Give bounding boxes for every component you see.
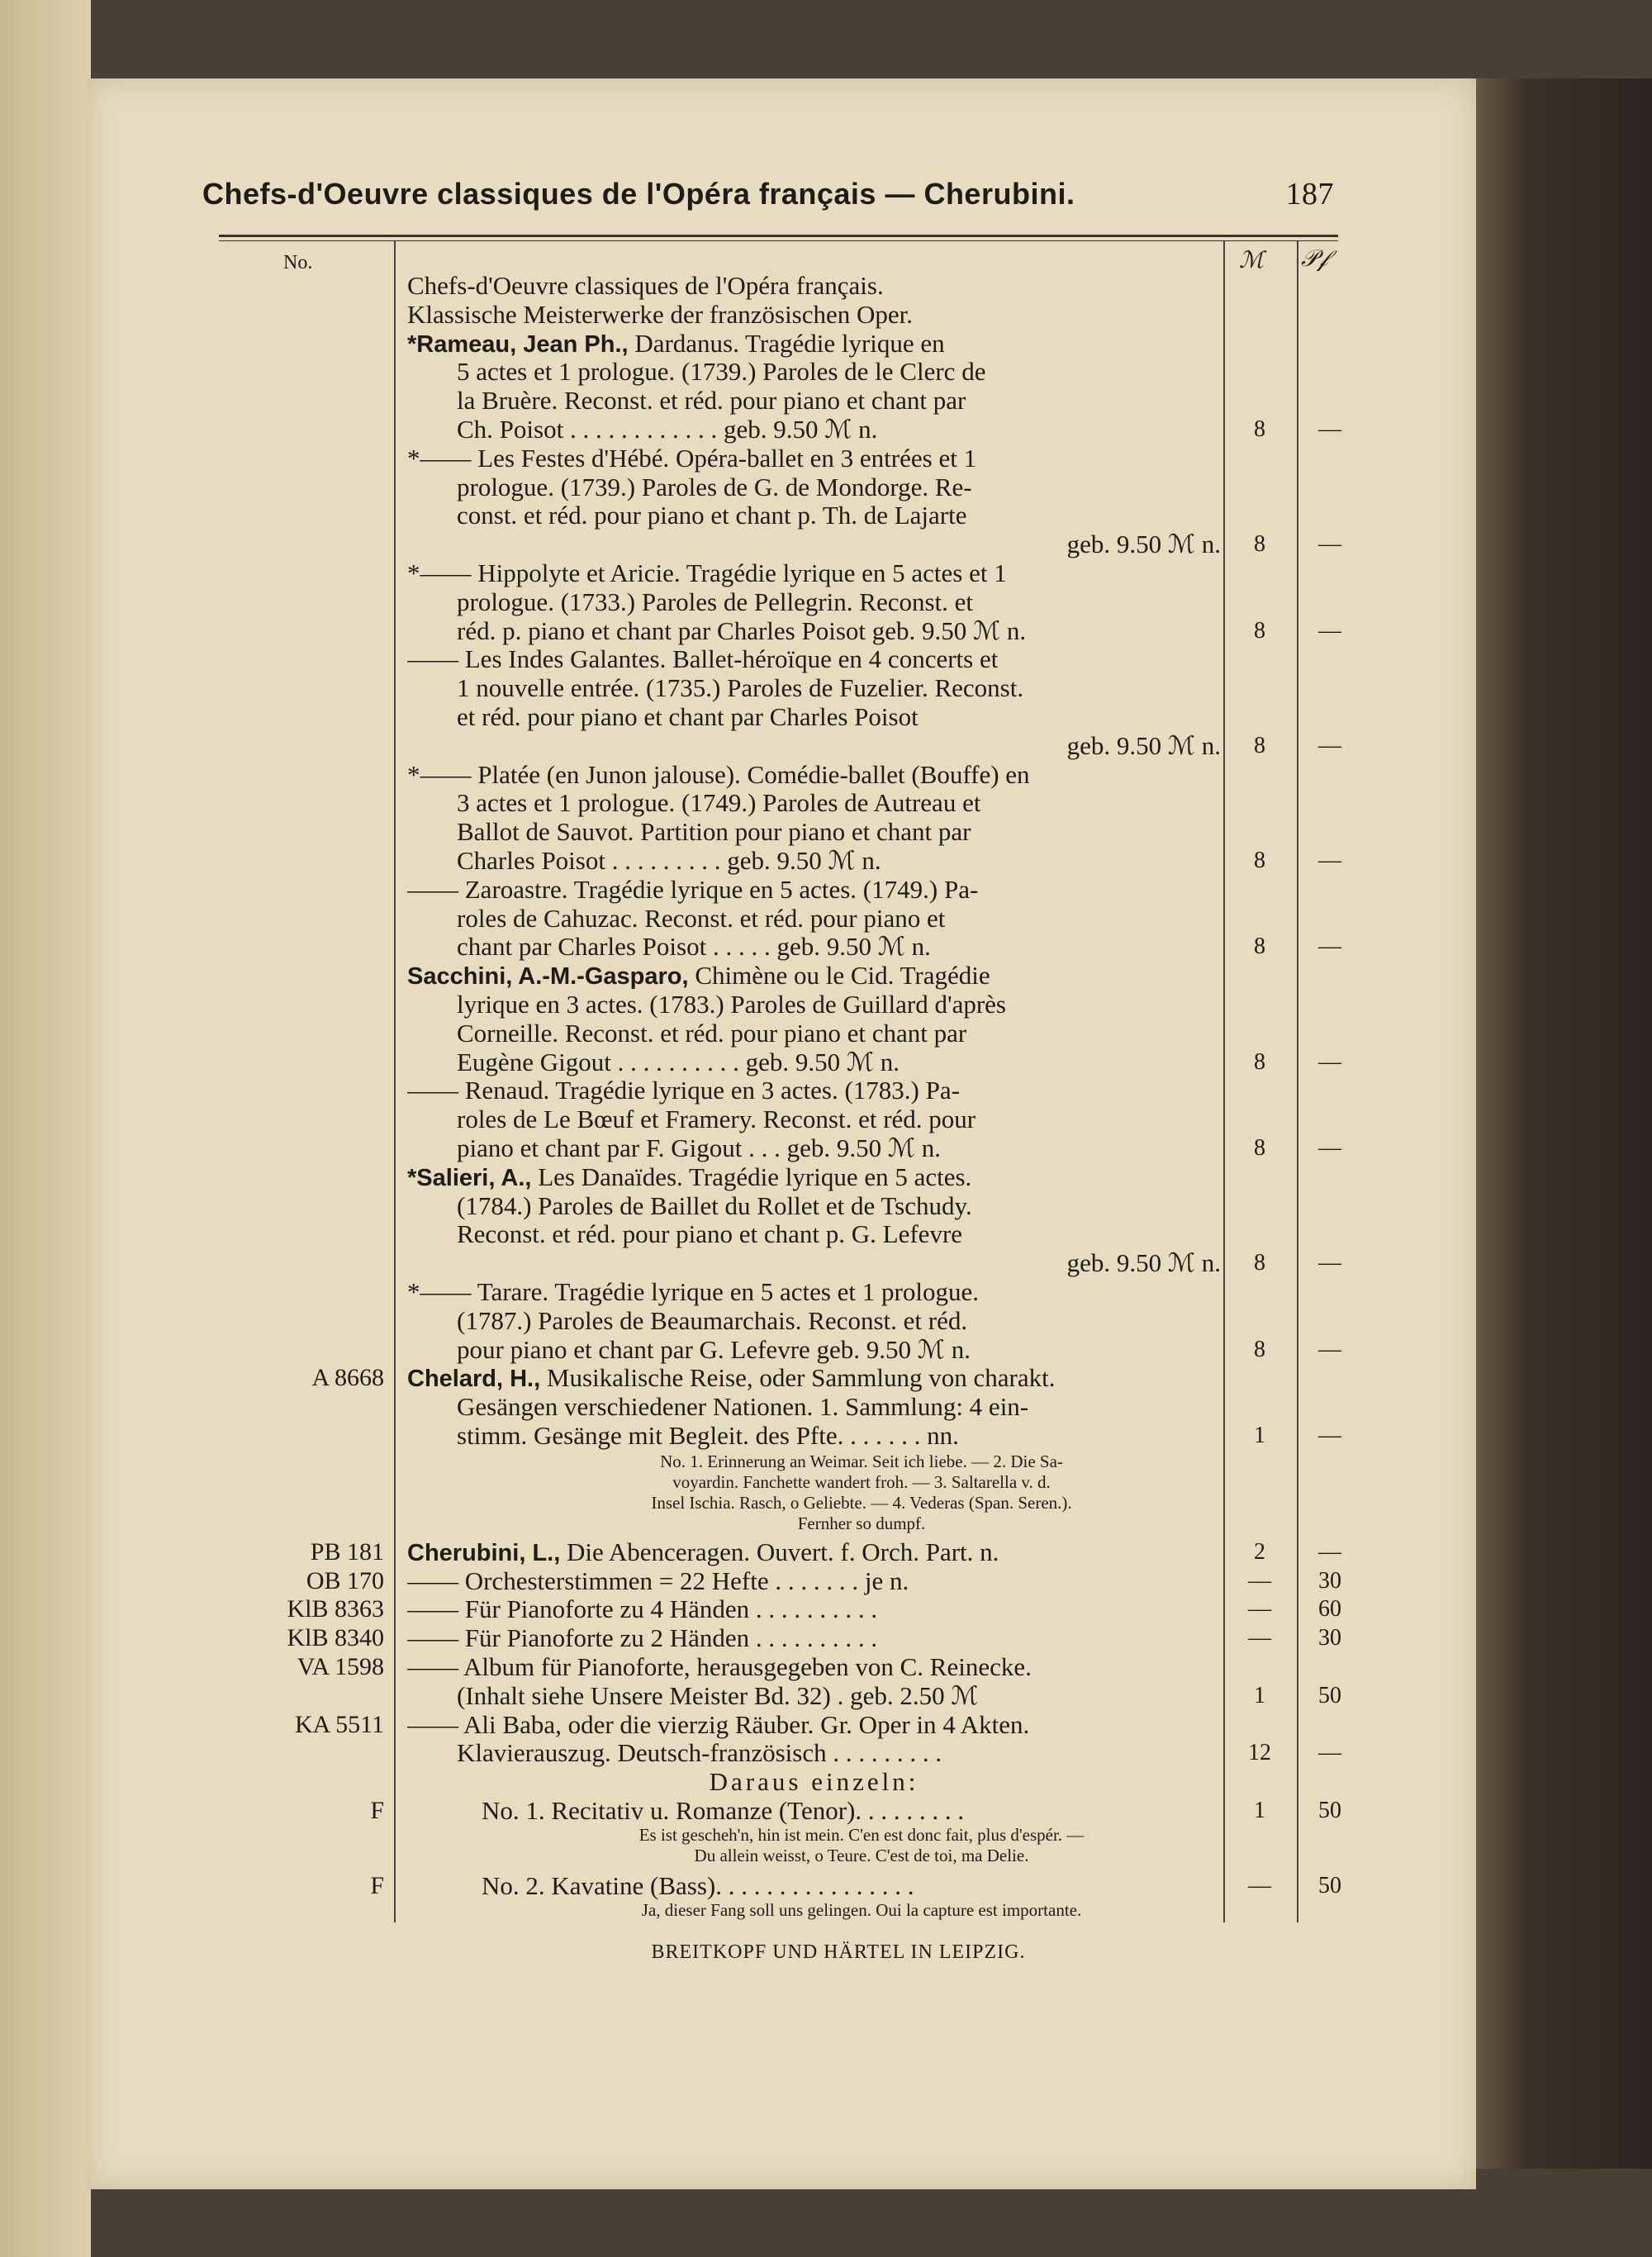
price-pfennig bbox=[1297, 1277, 1363, 1307]
price-pfennig bbox=[1297, 1219, 1363, 1249]
entry-text: *—— Les Festes d'Hébé. Opéra-ballet en 3 entrées et 1 bbox=[407, 443, 977, 473]
price-pfennig: — bbox=[1318, 1250, 1341, 1276]
price-mark bbox=[1223, 473, 1296, 502]
price-pfennig: — bbox=[1318, 617, 1341, 644]
catalog-number bbox=[219, 1681, 384, 1711]
price-pfennig: — bbox=[1318, 732, 1341, 758]
price-mark bbox=[1223, 990, 1296, 1019]
price-mark bbox=[1223, 444, 1296, 473]
entry-text: —— Renaud. Tragédie lyrique en 3 actes. (1783.) Pa- bbox=[407, 1076, 960, 1105]
price-mark: — bbox=[1248, 1625, 1271, 1651]
price-pfennig bbox=[1297, 788, 1363, 818]
entry-line bbox=[219, 444, 1363, 473]
price-mark: 8 bbox=[1254, 1336, 1265, 1362]
entry-line bbox=[219, 760, 1363, 790]
price-pfennig: — bbox=[1318, 531, 1341, 558]
entry-line bbox=[219, 1048, 1363, 1077]
catalog-number bbox=[219, 875, 384, 905]
entry-text: (1787.) Paroles de Beaumarchais. Reconst. et réd. bbox=[457, 1305, 968, 1335]
price-mark bbox=[1223, 1019, 1296, 1048]
price-pfennig: 50 bbox=[1318, 1872, 1341, 1898]
price-mark bbox=[1223, 501, 1296, 530]
price-pfennig bbox=[1297, 1767, 1363, 1797]
price-pfennig bbox=[1297, 300, 1363, 330]
price-pfennig bbox=[1297, 1363, 1363, 1393]
catalog-number bbox=[219, 501, 384, 530]
entry-text: Ch. Poisot . . . . . . . . . . . . geb. 9.50 ℳ n. bbox=[457, 415, 878, 444]
price-mark bbox=[1223, 558, 1296, 588]
price-pfennig bbox=[1297, 1652, 1363, 1682]
catalog-number bbox=[219, 1191, 384, 1221]
price-pfennig bbox=[1297, 271, 1363, 301]
entry-line bbox=[219, 1767, 1363, 1797]
price-mark: — bbox=[1248, 1567, 1271, 1594]
catalog-number bbox=[219, 788, 384, 818]
entry-text: Sacchini, A.-M.-Gasparo, Chimène ou le Cid. Tragédie bbox=[407, 961, 990, 991]
price-pfennig bbox=[1297, 1710, 1363, 1740]
catalog-number bbox=[219, 1048, 384, 1077]
price-pfennig bbox=[1297, 1392, 1363, 1422]
catalog-number bbox=[219, 702, 384, 732]
price-mark bbox=[1223, 587, 1296, 617]
catalog-number: F bbox=[370, 1871, 384, 1899]
catalog-number bbox=[219, 1162, 384, 1192]
catalog-number: F bbox=[370, 1797, 384, 1824]
price-pfennig bbox=[1297, 501, 1363, 530]
entry-line bbox=[219, 1019, 1363, 1048]
catalog-number bbox=[219, 1277, 384, 1307]
price-mark: 8 bbox=[1254, 732, 1265, 758]
catalog-number: KA 5511 bbox=[294, 1710, 384, 1738]
entry-text: Ballot de Sauvot. Partition pour piano et chant par bbox=[457, 817, 971, 847]
price-pfennig: — bbox=[1318, 1048, 1341, 1075]
page-number: 187 bbox=[1285, 177, 1334, 211]
entry-text: 3 actes et 1 prologue. (1749.) Paroles de Autreau et bbox=[457, 788, 981, 818]
entry-line bbox=[219, 990, 1363, 1019]
note-text: Du allein weisst, o Teure. C'est de toi, ma Delie. bbox=[694, 1845, 1029, 1865]
entry-line bbox=[219, 1871, 1363, 1901]
price-mark bbox=[1223, 1710, 1296, 1740]
running-title: Chefs-d'Oeuvre classiques de l'Opéra français — Cherubini. bbox=[202, 177, 1075, 211]
price-mark: 1 bbox=[1254, 1682, 1265, 1708]
entry-line bbox=[219, 329, 1363, 359]
entry-line bbox=[219, 961, 1363, 991]
catalog-number: A 8668 bbox=[311, 1364, 384, 1392]
entry-line bbox=[219, 1681, 1363, 1711]
catalog-number bbox=[219, 1335, 384, 1365]
entry-text: (1784.) Paroles de Baillet du Rollet et de Tschudy. bbox=[457, 1190, 972, 1220]
catalog-number bbox=[219, 932, 384, 962]
entry-text: geb. 9.50 ℳ n. bbox=[1066, 530, 1221, 559]
entry-text: lyrique en 3 actes. (1783.) Paroles de Guillard d'après bbox=[457, 990, 1006, 1019]
entry-text: —— Orchesterstimmen = 22 Hefte . . . . . . . je n. bbox=[407, 1566, 909, 1595]
price-pfennig bbox=[1297, 473, 1363, 502]
price-pfennig bbox=[1297, 558, 1363, 588]
entry-line bbox=[219, 1738, 1363, 1768]
price-mark: — bbox=[1248, 1596, 1271, 1623]
price-mark bbox=[1223, 271, 1296, 301]
entry-note-line bbox=[219, 1825, 1363, 1845]
price-mark bbox=[1223, 1076, 1296, 1105]
catalog-number bbox=[219, 357, 384, 387]
price-pfennig: 50 bbox=[1318, 1798, 1341, 1823]
column-header-mark: ℳ bbox=[1239, 248, 1264, 273]
entry-text: roles de Cahuzac. Reconst. et réd. pour piano et bbox=[457, 903, 946, 933]
entry-line bbox=[219, 616, 1363, 646]
entry-line bbox=[219, 1710, 1363, 1740]
entry-text: 5 actes et 1 prologue. (1739.) Paroles de le Clerc de bbox=[457, 357, 986, 387]
catalog-number bbox=[219, 990, 384, 1019]
note-text: Insel Ischia. Rasch, o Geliebte. — 4. Vederas (Span. Seren.). bbox=[651, 1492, 1072, 1513]
catalog-number bbox=[219, 1767, 384, 1797]
entry-note-line bbox=[219, 1493, 1363, 1513]
price-pfennig bbox=[1297, 961, 1363, 991]
entry-text: geb. 9.50 ℳ n. bbox=[1066, 730, 1221, 760]
catalog-number: OB 170 bbox=[306, 1566, 384, 1594]
price-pfennig bbox=[1297, 1076, 1363, 1105]
entry-text: Chelard, H., Musikalische Reise, oder Sammlung von charakt. bbox=[407, 1363, 1056, 1393]
entry-text: 1 nouvelle entrée. (1735.) Paroles de Fuzelier. Reconst. bbox=[457, 673, 1024, 703]
catalog-number bbox=[219, 1421, 384, 1451]
price-mark: 8 bbox=[1254, 1250, 1265, 1276]
catalog-number bbox=[219, 1019, 384, 1048]
entry-note-line bbox=[219, 1472, 1363, 1492]
entry-text: —— Zaroastre. Tragédie lyrique en 5 actes. (1749.) Pa- bbox=[407, 874, 979, 904]
catalog-number bbox=[219, 731, 384, 761]
price-pfennig: — bbox=[1318, 1336, 1341, 1362]
entry-text: —— Les Indes Galantes. Ballet-héroïque en 4 concerts et bbox=[407, 644, 999, 674]
catalog-number bbox=[219, 1219, 384, 1249]
header-rule bbox=[219, 235, 1338, 237]
price-pfennig bbox=[1297, 357, 1363, 387]
catalog-number bbox=[219, 817, 384, 847]
price-mark bbox=[1223, 961, 1296, 991]
price-pfennig: — bbox=[1318, 848, 1341, 873]
price-pfennig: — bbox=[1318, 416, 1341, 442]
price-mark bbox=[1223, 760, 1296, 790]
price-mark bbox=[1223, 644, 1296, 674]
entry-text: *—— Platée (en Junon jalouse). Comédie-ballet (Bouffe) en bbox=[407, 759, 1030, 789]
entry-note-line bbox=[219, 1513, 1363, 1533]
publisher-footer: BREITKOPF UND HÄRTEL IN LEIPZIG. bbox=[651, 1941, 1026, 1963]
entry-text: Eugène Gigout . . . . . . . . . . geb. 9.50 ℳ n. bbox=[457, 1047, 900, 1076]
entry-text: No. 2. Kavatine (Bass). . . . . . . . . . . . . . . . bbox=[482, 1870, 914, 1900]
price-pfennig: 30 bbox=[1318, 1567, 1341, 1594]
price-mark: 8 bbox=[1254, 617, 1265, 644]
price-mark bbox=[1223, 673, 1296, 703]
price-pfennig bbox=[1297, 990, 1363, 1019]
entry-text: *—— Hippolyte et Aricie. Tragédie lyrique en 5 actes et 1 bbox=[407, 558, 1007, 587]
price-mark bbox=[1223, 1767, 1296, 1797]
entry-text: stimm. Gesänge mit Begleit. des Pfte. . . . . . . nn. bbox=[457, 1421, 959, 1450]
entry-line bbox=[219, 386, 1363, 416]
entry-line bbox=[219, 875, 1363, 905]
price-mark bbox=[1223, 875, 1296, 905]
catalog-number bbox=[219, 1133, 384, 1163]
note-text: Fernher so dumpf. bbox=[797, 1513, 926, 1533]
price-mark: 8 bbox=[1254, 531, 1265, 558]
price-pfennig: — bbox=[1318, 1740, 1341, 1766]
catalog-number bbox=[219, 386, 384, 416]
entry-text: geb. 9.50 ℳ n. bbox=[1066, 1248, 1221, 1278]
entry-text: —— Für Pianoforte zu 4 Händen . . . . . . . . . . bbox=[407, 1594, 878, 1624]
entry-line bbox=[219, 731, 1363, 761]
entry-text: Corneille. Reconst. et réd. pour piano et chant par bbox=[457, 1018, 967, 1048]
entry-line bbox=[219, 530, 1363, 559]
price-mark bbox=[1223, 702, 1296, 732]
price-pfennig bbox=[1297, 760, 1363, 790]
catalog-number bbox=[219, 558, 384, 588]
price-pfennig bbox=[1297, 329, 1363, 359]
price-pfennig bbox=[1297, 644, 1363, 674]
price-mark bbox=[1223, 1162, 1296, 1192]
price-mark bbox=[1223, 300, 1296, 330]
catalog-number bbox=[219, 329, 384, 359]
price-mark bbox=[1223, 1191, 1296, 1221]
catalog-number bbox=[219, 904, 384, 934]
entry-line bbox=[219, 1306, 1363, 1336]
price-pfennig: — bbox=[1318, 934, 1341, 960]
entry-text: —— Album für Pianoforte, herausgegeben von C. Reinecke. bbox=[407, 1652, 1032, 1681]
price-mark bbox=[1223, 1306, 1296, 1336]
price-pfennig bbox=[1297, 904, 1363, 934]
price-pfennig bbox=[1297, 386, 1363, 416]
entry-line bbox=[219, 1796, 1363, 1826]
entry-text: (Inhalt siehe Unsere Meister Bd. 32) . geb. 2.50 ℳ bbox=[457, 1680, 979, 1710]
entry-text: —— Ali Baba, oder die vierzig Räuber. Gr. Oper in 4 Akten. bbox=[407, 1709, 1030, 1739]
entry-text: prologue. (1739.) Paroles de G. de Mondorge. Re- bbox=[457, 472, 972, 501]
entry-line bbox=[219, 1421, 1363, 1451]
entry-line bbox=[219, 415, 1363, 444]
note-text: Ja, dieser Fang soll uns gelingen. Oui la capture est importante. bbox=[641, 1899, 1082, 1920]
catalog-number bbox=[219, 530, 384, 559]
entry-line bbox=[219, 904, 1363, 934]
entry-text: *Salieri, A., Les Danaïdes. Tragédie lyrique en 5 actes. bbox=[407, 1162, 972, 1191]
book-spine-edge bbox=[1474, 78, 1652, 2169]
entry-text: piano et chant par F. Gigout . . . geb. 9.50 ℳ n. bbox=[457, 1133, 941, 1162]
price-pfennig bbox=[1297, 875, 1363, 905]
entry-line bbox=[219, 788, 1363, 818]
entry-text: No. 1. Recitativ u. Romanze (Tenor). . . . . . . . . bbox=[482, 1796, 965, 1825]
entry-line bbox=[219, 644, 1363, 674]
entry-text: roles de Le Bœuf et Framery. Reconst. et réd. pour bbox=[457, 1105, 976, 1134]
price-pfennig bbox=[1297, 587, 1363, 617]
catalog-number bbox=[219, 415, 384, 444]
entry-line bbox=[219, 702, 1363, 732]
catalog-number bbox=[219, 300, 384, 330]
entry-line bbox=[219, 271, 1363, 301]
catalog-number bbox=[219, 1105, 384, 1134]
column-header-no: No. bbox=[283, 252, 313, 273]
price-pfennig: 60 bbox=[1318, 1596, 1341, 1623]
entry-text: réd. p. piano et chant par Charles Poisot geb. 9.50 ℳ n. bbox=[457, 615, 1027, 645]
price-pfennig: — bbox=[1318, 1135, 1341, 1161]
entry-text: Daraus einzeln: bbox=[709, 1767, 919, 1797]
catalog-number: KlB 8340 bbox=[287, 1624, 384, 1652]
entry-note-line bbox=[219, 1900, 1363, 1920]
entry-text: Chefs-d'Oeuvre classiques de l'Opéra français. bbox=[407, 271, 884, 300]
entry-text: la Bruère. Reconst. et réd. pour piano et chant par bbox=[457, 386, 966, 416]
price-mark: 8 bbox=[1254, 416, 1265, 442]
price-mark: 8 bbox=[1254, 1135, 1265, 1161]
price-mark: 8 bbox=[1254, 1048, 1265, 1075]
price-mark: 8 bbox=[1254, 934, 1265, 960]
price-pfennig bbox=[1297, 444, 1363, 473]
catalog-number bbox=[219, 473, 384, 502]
header-rule-thin bbox=[219, 240, 1338, 241]
price-pfennig: 50 bbox=[1318, 1682, 1341, 1708]
entry-text: Gesängen verschiedener Nationen. 1. Sammlung: 4 ein- bbox=[457, 1392, 1029, 1422]
entry-line bbox=[219, 1392, 1363, 1422]
entry-text: Klassische Meisterwerke der französischen Oper. bbox=[407, 299, 914, 329]
entry-text: et réd. pour piano et chant par Charles Poisot bbox=[457, 702, 919, 731]
column-header-pf: 𝒫𝒻 bbox=[1301, 246, 1328, 272]
catalog-number bbox=[219, 961, 384, 991]
entry-text: Klavierauszug. Deutsch-französisch . . . . . . . . . bbox=[457, 1738, 942, 1768]
entry-line bbox=[219, 1537, 1363, 1567]
price-mark bbox=[1223, 1219, 1296, 1249]
entry-line bbox=[219, 673, 1363, 703]
price-mark bbox=[1223, 1105, 1296, 1134]
entry-line bbox=[219, 558, 1363, 588]
price-pfennig bbox=[1297, 1162, 1363, 1192]
entry-line bbox=[219, 817, 1363, 847]
entry-line bbox=[219, 501, 1363, 530]
price-mark bbox=[1223, 1363, 1296, 1393]
entry-line bbox=[219, 1248, 1363, 1278]
entry-line bbox=[219, 1076, 1363, 1105]
price-mark bbox=[1223, 1652, 1296, 1682]
entry-line bbox=[219, 357, 1363, 387]
price-mark: 1 bbox=[1254, 1423, 1265, 1448]
catalog-number bbox=[219, 444, 384, 473]
price-pfennig bbox=[1297, 1306, 1363, 1336]
price-mark: 1 bbox=[1254, 1798, 1265, 1823]
price-mark bbox=[1223, 357, 1296, 387]
entry-line bbox=[219, 1191, 1363, 1221]
left-page-margin bbox=[0, 0, 91, 2257]
price-mark bbox=[1223, 817, 1296, 847]
catalog-number bbox=[219, 271, 384, 301]
price-mark: 12 bbox=[1248, 1740, 1271, 1766]
price-pfennig bbox=[1297, 1191, 1363, 1221]
entry-line bbox=[219, 1277, 1363, 1307]
entry-line bbox=[219, 1335, 1363, 1365]
entry-line bbox=[219, 1363, 1363, 1393]
running-head bbox=[202, 176, 1334, 227]
price-pfennig bbox=[1297, 673, 1363, 703]
entry-line bbox=[219, 1566, 1363, 1596]
price-mark: — bbox=[1248, 1872, 1271, 1898]
entry-line bbox=[219, 587, 1363, 617]
price-mark bbox=[1223, 329, 1296, 359]
entry-line bbox=[219, 1652, 1363, 1682]
entry-line bbox=[219, 1133, 1363, 1163]
entry-line bbox=[219, 300, 1363, 330]
catalog-number bbox=[219, 644, 384, 674]
note-text: No. 1. Erinnerung an Weimar. Seit ich liebe. — 2. Die Sa- bbox=[660, 1451, 1063, 1471]
note-text: Es ist gescheh'n, hin ist mein. C'en est donc fait, plus d'espér. — bbox=[638, 1824, 1085, 1845]
entry-line bbox=[219, 473, 1363, 502]
price-pfennig bbox=[1297, 702, 1363, 732]
entry-text: const. et réd. pour piano et chant p. Th. de Lajarte bbox=[457, 501, 967, 530]
entry-line bbox=[219, 1594, 1363, 1624]
entry-line bbox=[219, 932, 1363, 962]
entry-text: pour piano et chant par G. Lefevre geb. 9.50 ℳ n. bbox=[457, 1334, 971, 1364]
catalog-number bbox=[219, 1306, 384, 1336]
price-mark bbox=[1223, 1392, 1296, 1422]
price-mark bbox=[1223, 386, 1296, 416]
price-mark bbox=[1223, 1277, 1296, 1307]
catalog-number bbox=[219, 1248, 384, 1278]
price-pfennig: — bbox=[1318, 1538, 1341, 1565]
price-mark bbox=[1223, 788, 1296, 818]
entry-text: prologue. (1733.) Paroles de Pellegrin. Reconst. et bbox=[457, 587, 974, 616]
catalog-number: PB 181 bbox=[310, 1537, 384, 1566]
price-pfennig bbox=[1297, 817, 1363, 847]
catalog-number bbox=[219, 1076, 384, 1105]
entry-text: —— Für Pianoforte zu 2 Händen . . . . . . . . . . bbox=[407, 1623, 878, 1653]
catalog-number bbox=[219, 587, 384, 617]
entry-line bbox=[219, 846, 1363, 876]
note-text: voyardin. Fanchette wandert froh. — 3. Saltarella v. d. bbox=[672, 1471, 1051, 1492]
entry-text: Charles Poisot . . . . . . . . . geb. 9.50 ℳ n. bbox=[457, 846, 881, 875]
catalog-number bbox=[219, 673, 384, 703]
price-pfennig: — bbox=[1318, 1423, 1341, 1448]
price-mark: 8 bbox=[1254, 848, 1265, 873]
catalog-number: KlB 8363 bbox=[287, 1595, 384, 1623]
entry-line bbox=[219, 1162, 1363, 1192]
entry-note-line bbox=[219, 1846, 1363, 1865]
catalog-number bbox=[219, 616, 384, 646]
price-pfennig: 30 bbox=[1318, 1625, 1341, 1651]
price-pfennig bbox=[1297, 1105, 1363, 1134]
entry-text: chant par Charles Poisot . . . . . geb. 9.50 ℳ n. bbox=[457, 932, 931, 962]
entry-line bbox=[219, 1623, 1363, 1653]
price-mark bbox=[1223, 904, 1296, 934]
entry-line bbox=[219, 1105, 1363, 1134]
price-pfennig bbox=[1297, 1019, 1363, 1048]
entry-text: Reconst. et réd. pour piano et chant p. G. Lefevre bbox=[457, 1219, 963, 1249]
catalog-number bbox=[219, 846, 384, 876]
entry-line bbox=[219, 1219, 1363, 1249]
price-mark: 2 bbox=[1254, 1538, 1265, 1565]
catalog-number bbox=[219, 1392, 384, 1422]
entry-text: *Rameau, Jean Ph., Dardanus. Tragédie lyrique en bbox=[407, 328, 945, 358]
entry-text: *—— Tarare. Tragédie lyrique en 5 actes et 1 prologue. bbox=[407, 1277, 979, 1306]
catalog-number bbox=[219, 1738, 384, 1768]
entry-note-line bbox=[219, 1452, 1363, 1471]
catalog-number bbox=[219, 760, 384, 790]
entry-text: Cherubini, L., Die Abenceragen. Ouvert. f. Orch. Part. n. bbox=[407, 1537, 999, 1566]
catalog-number: VA 1598 bbox=[297, 1653, 384, 1680]
